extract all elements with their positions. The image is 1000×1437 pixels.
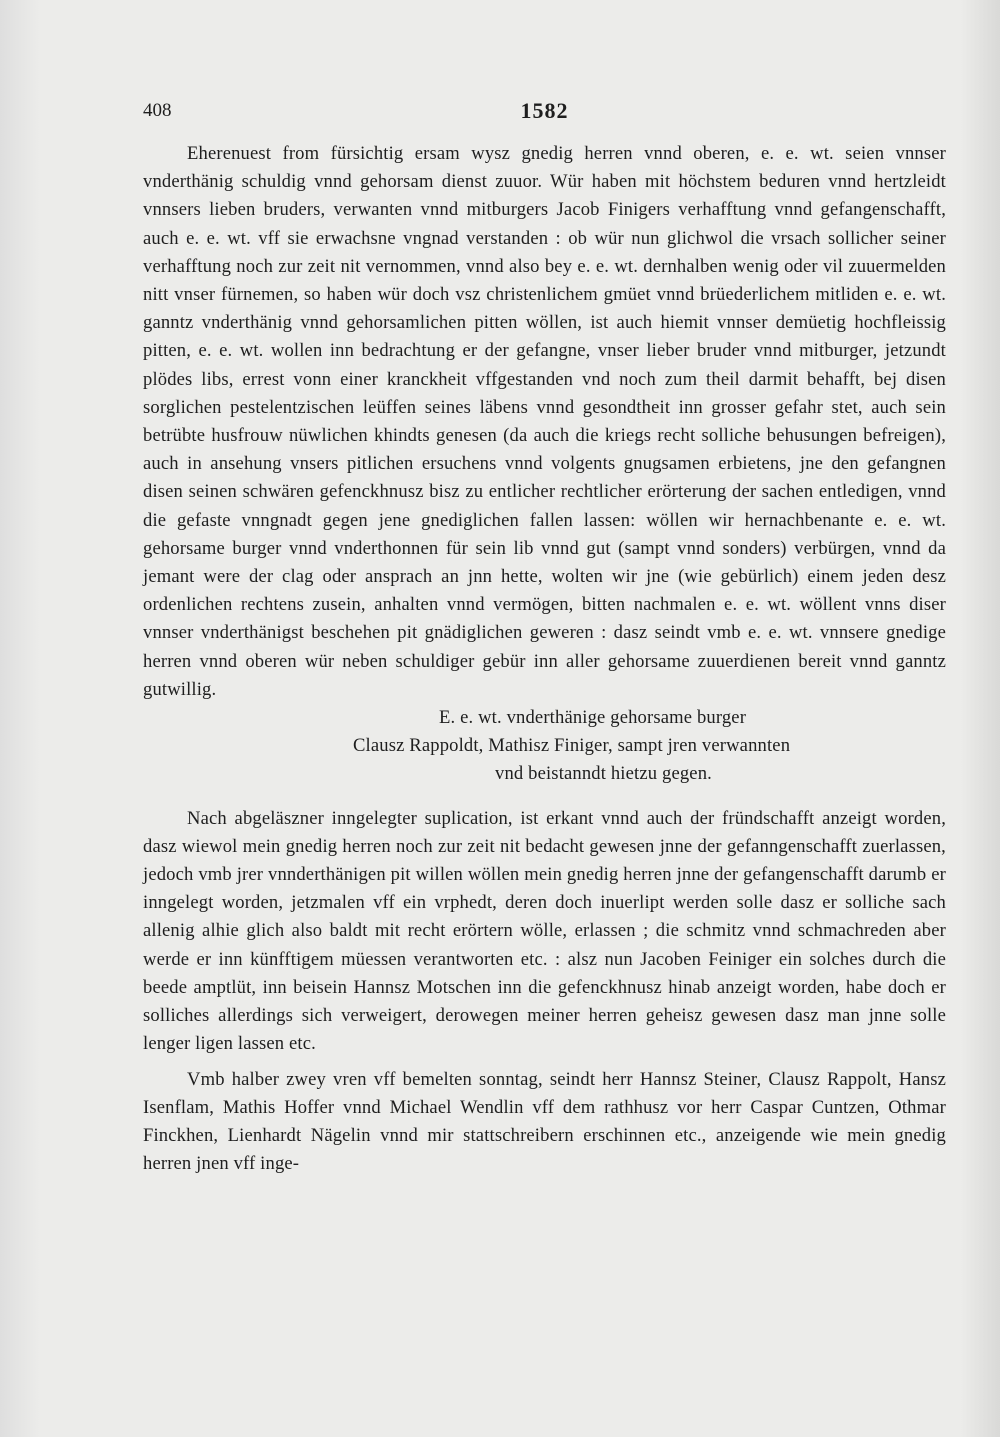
running-head-year: 1582 [520, 98, 569, 123]
page-body [143, 140, 946, 1178]
page-header [143, 100, 946, 130]
signature-line-3: vnd beistanndt hietzu gegen. [495, 763, 712, 785]
letter-paragraph: Eherenuest from fürsichtig ersam wysz gnedig herren vnnd oberen, e. e. wt. seien vnnser vnderthänig schuldig vnnd gehorsam dienst zuuor. Wür haben mit höchstem beduren vnnd hertzleidt vnnsers lieben bruders, verwanten vnnd mitburgers Jacob Finigers verhafftung vnnd gefangenschafft, auch e. e. wt. vff sie erwachsne vngnad verstanden : ob wür nun glichwol die vrsach sollicher seiner verhafftung noch zur zeit nit vernommen, vnnd also bey e. e. wt. dernhalben wenig oder vil zuuermelden nitt vnser fürnemen, so haben wür doch vsz christenlichem gmüet vnnd brüederlichem mitliden e. e. wt. ganntz vnderthänig vnnd gehorsamlichen pitten wöllen, ist auch hiemit vnnser demüetig hochfleissig pitten, e. e. wt. wollen inn bedrachtung er der gefangne, vnser lieber bruder vnnd mitburger, jetzundt plödes libs, errest vonn einer kranckheit vffgestanden vnd noch zum theil darmit behafft, bej disen sorglichen pestelentzischen leüffen seines läbens vnnd gesondtheit inn grosser gefahr stet, auch sein betrübte husfrouw nüwlichen khindts genesen (da auch die kriegs recht solliche behusungen befreigen), auch in ansehung vnsers pitlichen ersuchens vnnd volgents gnugsamen erbietens, jne den gefangnen disen seinen schwären gefenckhnusz bisz zu entlicher rechtlicher erörterung der sachen entledigen, vnnd die gefaste vnngnadt gegen jene gnediglichen fallen lassen: wöllen wir hernachbenante e. e. wt. gehorsame burger vnnd vnderthonnen für sein lib vnnd gut (sampt vnnd sonders) verbürgen, vnnd da jemant were der clag oder ansprach an jnn hette, wolten wir jne (wie gebürlich) einem jeden desz ordenlichen rechtens zusein, anhalten vnnd vermögen, bitten nachmalen e. e. wt. wöllent vnns diser vnnser vnderthänigst beschehen pit gnädiglichen geweren : dasz seindt vmb e. e. wt. vnnsere gnedige herren vnnd oberen wür neben schuldiger gebür inn aller gehorsame zuuerdienen bereit vnnd ganntz gutwillig. [143, 143, 946, 700]
page-number: 408 [143, 100, 172, 121]
paragraph-sunday: Vmb halber zwey vren vff bemelten sonntag, seindt herr Hannsz Steiner, Clausz Rappolt, Hansz Isenflam, Mathis Hoffer vnnd Michael Wendlin vff dem rathhusz vor herr Caspar Cuntzen, Othmar Finckhen, Lienhardt Nägelin vnnd mir stattschreibern erschinnen etc., anzeigende wie mein gnedig herren jnen vff inge- [143, 1068, 946, 1175]
paragraph-decision: Nach abgeläszner inngelegter suplication, ist erkant vnnd auch der fründschafft anzeigt worden, dasz wiewol mein gnedig herren noch zur zeit nit bedacht gewesen jnne der gefanngenschafft zuerlassen, jedoch vmb jrer vnnderthänigen pit willen wöllen mein gnedig herren jnne der gefangenschafft darumb er inngelegt worden, jetzmalen vff ein vrphedt, deren doch inuerlipt werden solle dasz er solliche sach allenig alhie glich also baldt mit recht erörtern wölle, erlassen ; die schmitz vnnd schmachreden aber werde er inn künfftigem müessen verantworten etc. : alsz nun Jacoben Feiniger ein solches durch die beede amptlüt, inn beisein Hannsz Motschen inn die gefenckhnusz hinab anzeigt worden, habe doch er solliches allerdings sich verweigert, derowegen meiner herren geheisz gewesen dasz man jnne solle lenger ligen lassen etc. [143, 807, 946, 1055]
signature-line-1: E. e. wt. vnderthänige gehorsame burger [439, 707, 747, 729]
signature-line-2: Clausz Rappoldt, Mathisz Finiger, sampt jren verwannten [353, 735, 791, 757]
